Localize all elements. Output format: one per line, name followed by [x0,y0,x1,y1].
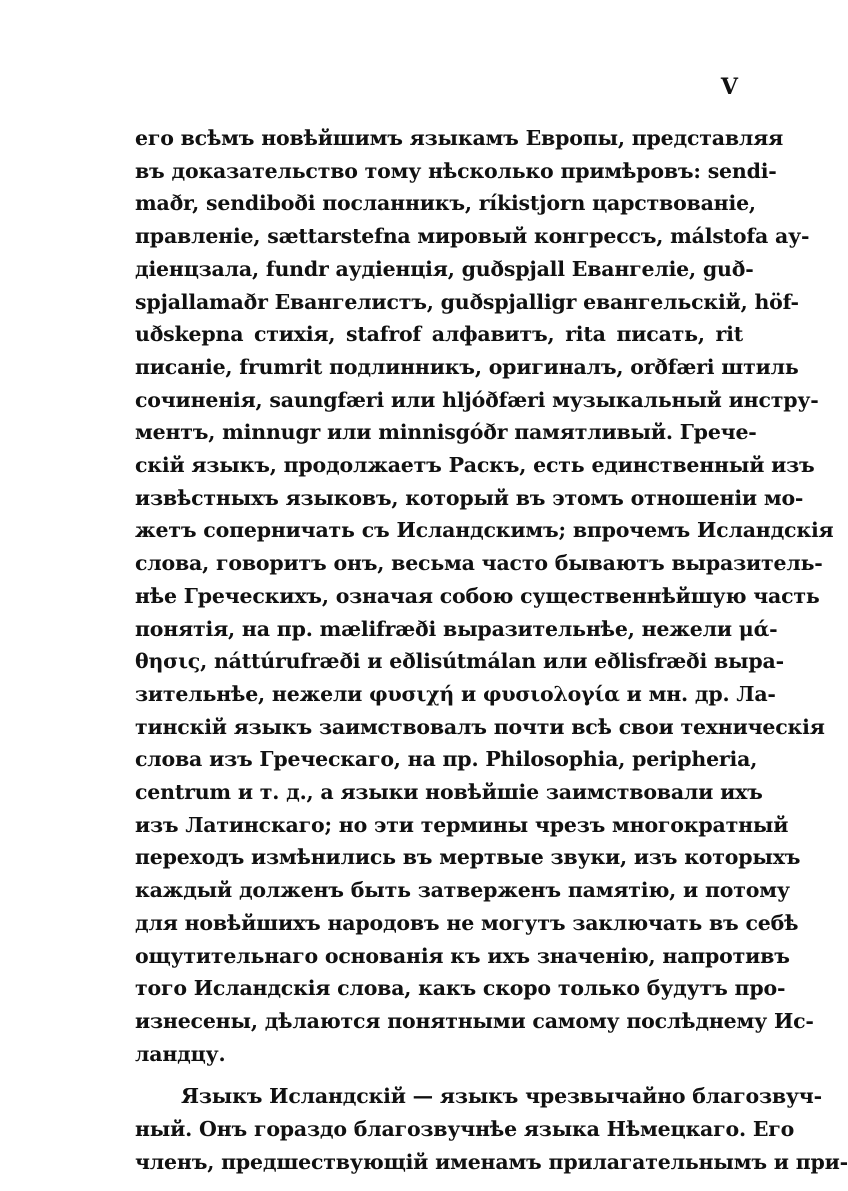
text-line: нѣе Греческихъ, означая собою существеннѣйшую часть [135,583,820,608]
body-text [135,122,848,1179]
text-line: правленіе, sættarstefna мировый конгрессъ, málstofa ау- [135,224,810,249]
text-line: spjallamaðr Евангелистъ, guðspjalligr евангельскій, höf- [135,289,799,314]
text-line: жетъ соперничать съ Исландскимъ; впрочемъ Исландскія [135,518,834,543]
paragraph-2 [135,1080,848,1178]
paragraph-1 [135,122,834,1070]
text-line: скій языкъ, продолжаетъ Раскъ, есть единственный изъ [135,453,815,478]
text-line: членъ, предшествующій именамъ прилагательнымъ и при- [135,1149,848,1174]
text-line: для новѣйшихъ народовъ не могутъ заключать въ себѣ [135,910,799,935]
text-line: діенцзала, fundr аудіенція, guðspjall Евангеліе, guð- [135,256,754,281]
text-line: слова изъ Греческаго, на пр. Philosophia, peripheria, [135,747,758,772]
text-line: сочиненія, saungfæri или hljóðfæri музыкальный инстру- [135,387,819,412]
text-line: ный. Онъ гораздо благозвучнѣе языка Нѣмецкаго. Его [135,1117,795,1142]
text-line: слова, говоритъ онъ, весьма часто бываютъ выразитель- [135,551,823,576]
text-line: ландцу. [135,1041,226,1066]
text-line: ментъ, minnugr или minnisgóðr памятливый. Грече- [135,420,757,445]
text-line: понятія, на пр. mælifræði выразительнѣе, нежели μά- [135,616,778,641]
text-line: извѣстныхъ языковъ, который въ этомъ отношеніи мо- [135,485,804,510]
text-line: того Исландскія слова, какъ скоро только будутъ про- [135,976,786,1001]
paragraph-gap [135,1070,743,1080]
text-line: Языкъ Исландскій — языкъ чрезвычайно благозвуч- [181,1084,822,1109]
page-number: V [720,74,738,100]
text-line: переходъ измѣнились въ мертвые звуки, изъ которыхъ [135,845,801,870]
text-line: писаніе, frumrit подлинникъ, оригиналъ, orðfæri штиль [135,354,799,379]
text-line: въ доказательство тому нѣсколько примѣровъ: sendi- [135,158,777,183]
text-line: uðskepna стихія, stafrof алфавитъ, rita писать, rit [135,322,743,347]
text-line: centrum и т. д., а языки новѣйшіе заимствовали ихъ [135,780,763,805]
text-line: каждый долженъ быть затверженъ памятію, и потому [135,878,790,903]
text-line: ощутительнаго основанія къ ихъ значенію, напротивъ [135,943,790,968]
text-line: изнесены, дѣлаются понятными самому послѣднему Ис- [135,1008,814,1033]
text-line: зительнѣе, нежели φυσιχή и φυσιολογία и мн. др. Ла- [135,681,776,706]
text-line: θησις, náttúrufræði и eðlisútmálan или eðlisfræði выра- [135,649,784,674]
text-line: его всѣмъ новѣйшимъ языкамъ Европы, представляя [135,126,784,150]
text-line: тинскій языкъ заимствовалъ почти всѣ свои техническія [135,714,825,739]
text-line: maðr, sendiboði посланникъ, ríkistjorn царствованіе, [135,191,756,216]
text-line: изъ Латинскаго; но эти термины чрезъ многократный [135,812,789,837]
